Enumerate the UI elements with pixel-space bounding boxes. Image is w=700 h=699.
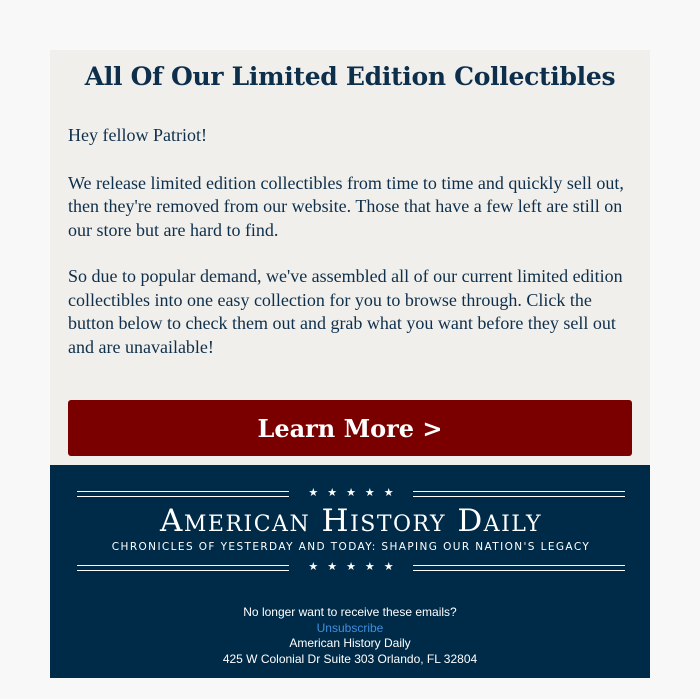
email-content [50, 50, 650, 465]
company-address: 425 W Colonial Dr Suite 303 Orlando, FL 32804 [222, 651, 478, 666]
divider [77, 565, 289, 571]
divider [413, 491, 625, 497]
brand-tagline: CHRONICLES OF YESTERDAY AND TODAY: SHAPING OUR NATION'S LEGACY [111, 541, 591, 553]
body-paragraph-2: So due to popular demand, we've assembled all of our current limited edition collectibles into one easy collection for you to browse through. Click the button below to check them out and grab what you want before they sell out and are unavailable! [68, 266, 623, 357]
footer-text-block [50, 605, 650, 667]
unsubscribe-link[interactable]: Unsubscribe [316, 620, 384, 635]
stars-icon: ★★★★★ [308, 486, 403, 499]
company-name: American History Daily [289, 636, 411, 650]
logo-top-rule [77, 486, 625, 499]
stars-icon: ★★★★★ [308, 560, 403, 573]
divider [77, 491, 289, 497]
email-container [50, 50, 650, 678]
brand-name: American History Daily [160, 503, 542, 539]
optout-prompt: No longer want to receive these emails? [243, 605, 457, 619]
greeting-text: Hey fellow Patriot! [68, 125, 207, 145]
divider [413, 565, 625, 571]
email-headline: All Of Our Limited Edition Collectibles [84, 62, 616, 91]
email-footer [50, 465, 650, 678]
brand-logo [77, 486, 625, 573]
logo-bottom-rule [77, 560, 625, 573]
learn-more-button[interactable]: Learn More > [68, 400, 632, 456]
body-paragraph-1: We release limited edition collectibles from time to time and quickly sell out, then they're removed from our website. Those that have a few left are still on our store but are hard to find. [68, 172, 624, 240]
